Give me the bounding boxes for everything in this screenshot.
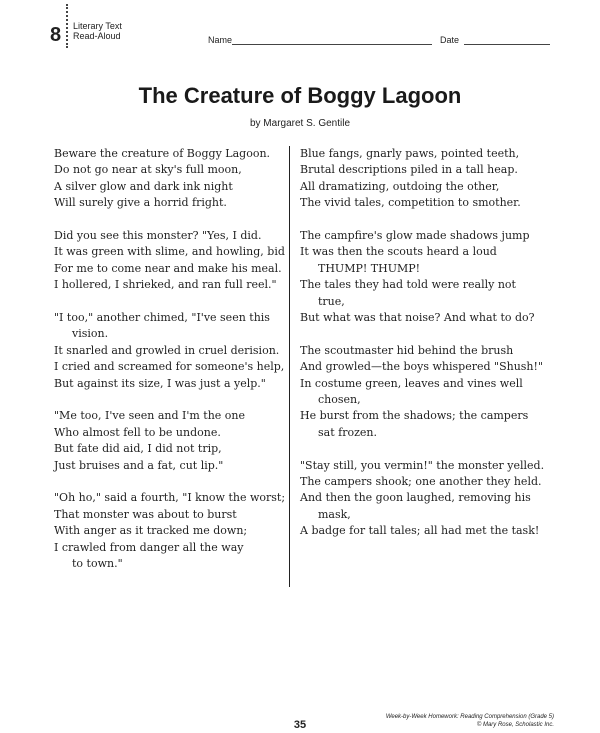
poem-line-continuation: vision. <box>72 327 109 341</box>
poem-line-continuation: THUMP! THUMP! <box>318 261 421 275</box>
stanza <box>54 146 282 212</box>
stanza <box>54 490 286 572</box>
poem-line: Beware the creature of Boggy Lagoon. <box>54 147 271 160</box>
poem-line: With anger as it tracked me down; <box>54 524 248 538</box>
poem-line: Who almost fell to be undone. <box>54 425 221 439</box>
section-label-line2: Read-Aloud <box>73 31 121 41</box>
poem-line: The campfire's glow made shadows jump <box>300 229 530 243</box>
poem-line: "Stay still, you vermin!" the monster yelled. <box>300 458 545 472</box>
poem-line: The vivid tales, competition to smother. <box>300 196 521 210</box>
poem-line: I cried and screamed for someone's help, <box>54 360 285 374</box>
poem-line: And growled—the boys whispered "Shush!" <box>300 360 543 374</box>
poem-line: That monster was about to burst <box>54 507 237 521</box>
poem-line: He burst from the shadows; the campers <box>300 409 529 423</box>
poem-line: "Me too, I've seen and I'm the one <box>54 409 246 423</box>
poem-line-continuation: true, <box>318 294 345 308</box>
poem-line: "I too," another chimed, "I've seen this <box>54 311 270 325</box>
poem-line: Brutal descriptions piled in a tall heap. <box>300 163 518 177</box>
poem-title: The Creature of Boggy Lagoon <box>138 83 462 108</box>
poem-line: Blue fangs, gnarly paws, pointed teeth, <box>300 147 520 160</box>
week-number: 8 <box>50 24 62 46</box>
poem-line: Will surely give a horrid fright. <box>54 196 227 210</box>
poem-line: It was then the scouts heard a loud <box>300 245 497 259</box>
poem-line: It snarled and growled in cruel derision. <box>54 343 280 357</box>
name-field[interactable] <box>232 44 432 45</box>
poem-left-column <box>54 146 286 589</box>
poem-line: I crawled from danger all the way <box>54 540 244 554</box>
poem-line-continuation: chosen, <box>318 393 361 407</box>
poem-line: It was green with slime, and howling, bid <box>54 245 285 259</box>
poem-line: But against its size, I was just a yelp." <box>54 376 266 390</box>
stanza <box>54 310 285 392</box>
poem-line-continuation: sat frozen. <box>318 425 377 439</box>
credit-line1: Week-by-Week Homework: Reading Comprehension (Grade 5) <box>385 714 554 720</box>
poem-line: Just bruises and a fat, cut lip." <box>54 458 224 472</box>
poem-line: For me to come near and make his meal. <box>54 261 282 275</box>
poem-line: A badge for tall tales; all had met the task! <box>300 524 540 538</box>
poem-line-continuation: to town." <box>72 557 123 571</box>
poem-line-continuation: mask, <box>318 507 351 521</box>
section-label <box>73 21 122 41</box>
poem-line: A silver glow and dark ink night <box>54 179 233 193</box>
poem-line: But fate did aid, I did not trip, <box>54 442 222 456</box>
credit-line2: © Mary Rose, Scholastic Inc. <box>476 722 554 728</box>
poem-right-column <box>300 146 555 556</box>
poem-line: But what was that noise? And what to do? <box>300 311 535 325</box>
credit-footer <box>386 713 554 729</box>
poem-line: The campers shook; one another they held. <box>300 475 542 489</box>
stanza <box>54 408 282 474</box>
name-label: Name <box>208 35 233 45</box>
poem-line: Did you see this monster? "Yes, I did. <box>54 229 262 243</box>
poem-byline: by Margaret S. Gentile <box>249 118 351 129</box>
poem-line: The scoutmaster hid behind the brush <box>300 343 514 357</box>
stanza <box>300 458 555 540</box>
column-divider <box>289 146 290 587</box>
stanza <box>54 228 285 294</box>
section-label-line1: Literary Text <box>73 21 122 31</box>
stanza <box>300 228 555 326</box>
date-label: Date <box>440 35 460 45</box>
stanza <box>300 146 555 212</box>
poem-line: All dramatizing, outdoing the other, <box>300 179 500 193</box>
poem-line: "Oh ho," said a fourth, "I know the worst; <box>54 491 286 505</box>
worksheet-header <box>0 0 600 60</box>
poem-line: I hollered, I shrieked, and ran full reel." <box>54 278 277 292</box>
stanza <box>300 343 555 441</box>
poem-line: The tales they had told were really not <box>300 278 516 292</box>
dotted-divider <box>66 4 68 48</box>
page-number: 35 <box>293 719 307 731</box>
poem-line: And then the goon laughed, removing his <box>300 491 531 505</box>
poem-line: Do not go near at sky's full moon, <box>54 163 242 177</box>
poem-line: In costume green, leaves and vines well <box>300 376 523 390</box>
date-field[interactable] <box>464 44 550 45</box>
